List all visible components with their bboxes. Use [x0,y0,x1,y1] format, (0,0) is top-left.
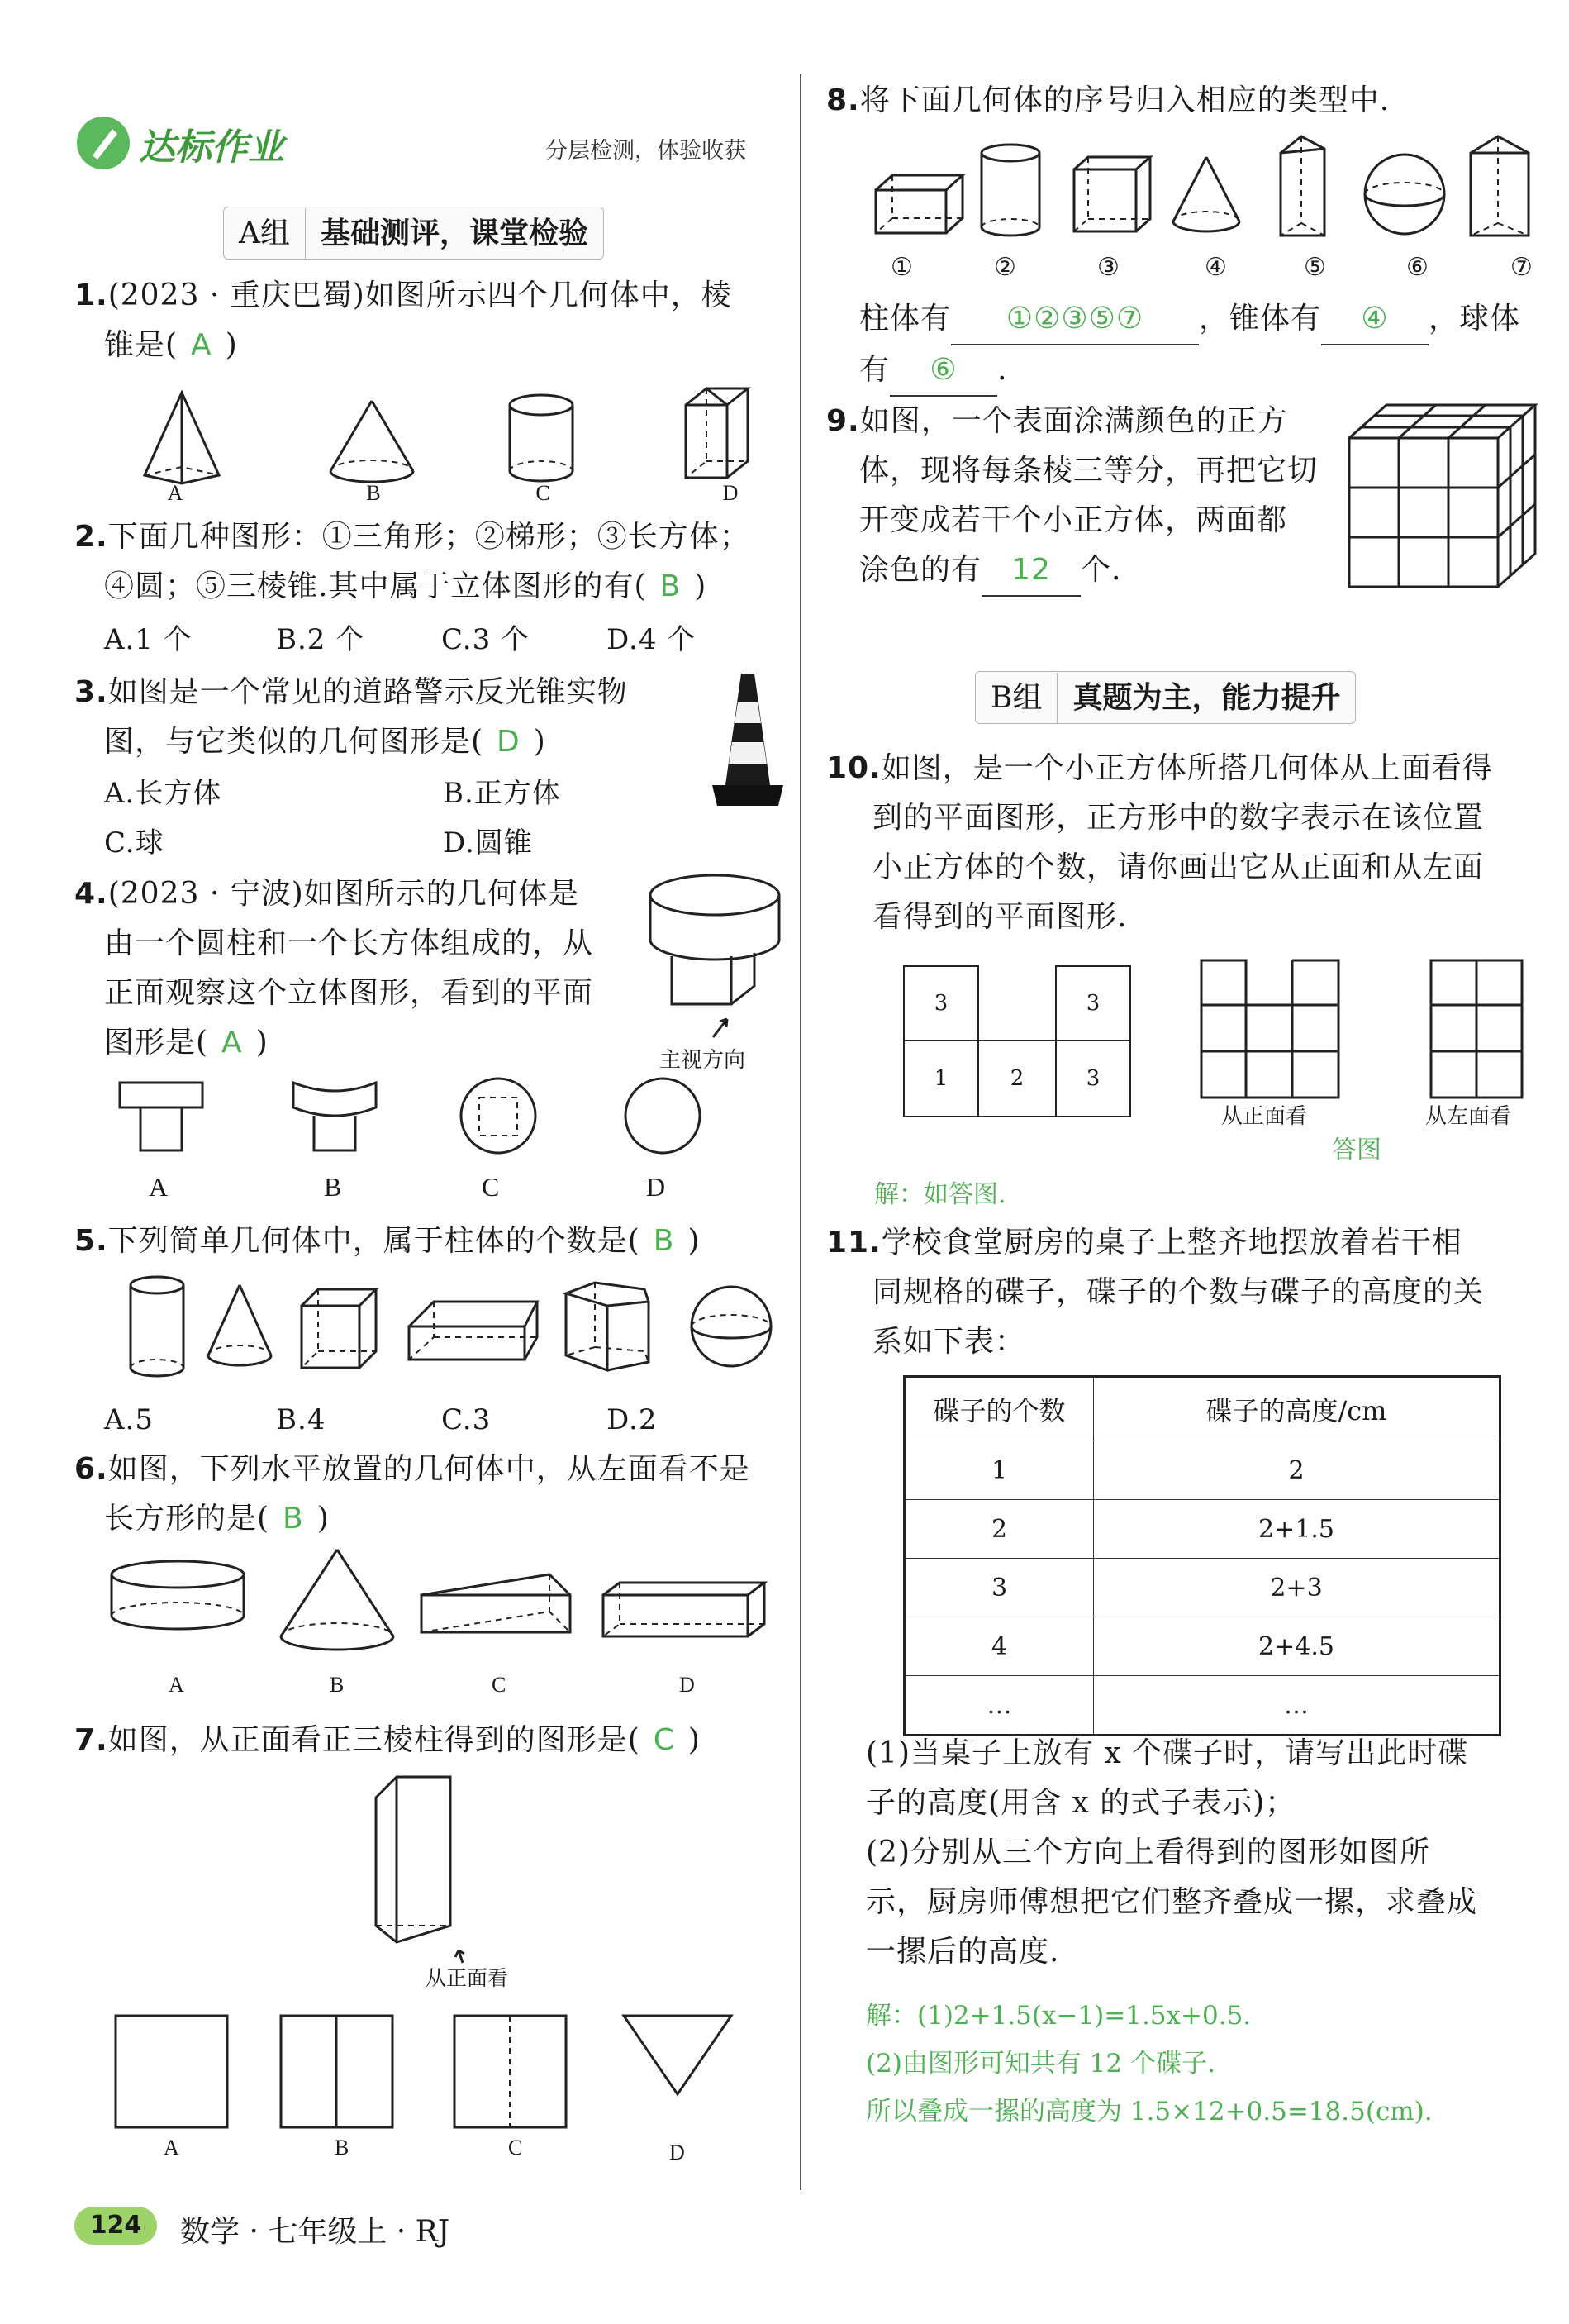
q6-cone [281,1550,393,1650]
table-row: 2 2+1.5 [905,1500,1500,1559]
question-8: 8.将下面几何体的序号归入相应的类型中. [826,83,1391,117]
table-row: 1 2 [905,1441,1500,1500]
q4-answer: A [221,1026,243,1060]
q4-option-b-shape [293,1083,376,1150]
q6-label-b: B [330,1673,345,1697]
q10-left-label: 从左面看 [1425,1104,1512,1129]
prism-figure [686,388,748,478]
q5-option-a: A.5 [104,1403,154,1436]
q8-marker-7: ⑦ [1510,253,1533,282]
q1-label-a: A [167,481,183,505]
q1-answer: A [191,328,212,362]
q4-view-label: 主视方向 [659,1048,746,1073]
q4-label-b: B [324,1172,342,1202]
q5-cube [302,1289,376,1368]
q8-marker-2: ② [994,253,1016,282]
q6-label-d: D [679,1673,695,1697]
q7-view-label: 从正面看 [426,1966,509,1990]
q8-marker-5: ⑤ [1304,253,1326,282]
q4-option-d-shape [625,1079,700,1153]
q11-solution-2: (2)由图形可知共有 12 个碟子. [866,2049,1215,2079]
q5-sphere [692,1287,771,1366]
q11-table [903,1375,1501,1736]
q3-option-b: B.正方体 [443,777,561,810]
q8-answer-sphere: ⑥ [890,345,997,397]
q7-option-a-shape [116,2016,227,2127]
question-3: 3.如图是一个常见的道路警示反光锥实物 图，与它类似的几何图形是( D ) [74,675,628,759]
q4-option-c-shape [461,1079,535,1153]
q3-option-c: C.球 [104,826,164,860]
table-row: … … [905,1676,1500,1736]
q8-figures [872,132,1569,248]
q11-solution [866,1992,1568,2136]
q2-option-c: C.3 个 [441,623,530,656]
section-a-header [223,207,604,260]
q4-label-a: A [149,1172,169,1202]
q2-answer: B [659,569,682,603]
question-6: 6.如图，下列水平放置的几何体中，从左面看不是 长方形的是( B ) [74,1452,750,1536]
question-2: 2.下面几种图形：①三角形；②梯形；③长方体； ④圆；⑤三棱锥.其中属于立体图形的有( B ) [74,520,750,603]
q11-solution-3: 所以叠成一摞的高度为 1.5×12+0.5=18.5(cm). [866,2097,1433,2126]
q8-triangular-prism [1281,136,1324,236]
q1-label-b: B [366,481,381,505]
q5-options [104,1395,798,1445]
q8-cuboid [876,175,963,233]
q2-option-d: D.4 个 [606,623,697,656]
cone-figure [330,401,413,482]
q1-label-c: C [535,481,550,505]
q8-answer-prism: ①②③⑤⑦ [951,294,1199,345]
q8-pentagonal-prism [1471,136,1529,236]
question-4: 4.(2023 · 宁波)如图所示的几何体是 由一个圆柱和一个长方体组成的，从 正面观察这个立体图形，看到的平面 图形是( A ) [74,877,594,1060]
q9-cube-figure [1345,401,1552,599]
q10-answer-figure-label: 答图 [1332,1136,1381,1164]
q1-label-d: D [722,481,739,505]
q5-cuboid [409,1302,537,1360]
table-row: 3 2+3 [905,1559,1500,1617]
q4-option-a-shape [120,1083,202,1150]
q6-cuboid [603,1583,764,1636]
grid-cell: 1 [903,1040,979,1117]
q4-label-d: D [646,1172,666,1202]
question-11: 11.学校食堂厨房的桌子上整齐地摆放着若干相 同规格的碟子，碟子的个数与碟子的高度的关 系如下表： [826,1226,1485,1359]
q6-label-c: C [492,1673,506,1697]
section-b-tag: B组 [976,673,1058,724]
q7-prism-figure [372,1777,537,1967]
pyramid-figure [145,393,219,483]
section-b-text: 真题为主，能力提升 [1072,680,1341,715]
q6-flat-cylinder [112,1561,244,1629]
q5-figures [116,1273,826,1388]
question-1: 1.(2023 · 重庆巴蜀)如图所示四个几何体中，棱 锥是( A ) [74,279,732,362]
table-header: 碟子的个数 [905,1377,1094,1441]
q11-solution-1: 解：(1)2+1.5(x−1)=1.5x+0.5. [866,2001,1252,2031]
header-subtitle: 分层检测，体验收获 [545,138,746,164]
q7-option-b-shape [281,2016,392,2127]
q5-answer: B [653,1224,675,1258]
q10-front-label: 从正面看 [1221,1104,1308,1129]
q7-label-d: D [669,2141,685,2164]
q8-marker-1: ① [891,253,913,282]
grid-cell: 3 [903,965,979,1041]
q5-option-c: C.3 [441,1403,492,1436]
q8-marker-3: ③ [1097,253,1120,282]
q4-options-figures [107,1074,818,1165]
grid-cell: 2 [977,1040,1057,1117]
q5-option-d: D.2 [606,1403,658,1436]
q10-solution: 解：如答图. [874,1180,1006,1209]
pencil-logo-icon [74,114,132,172]
traffic-cone-image [711,669,785,814]
q6-triangular-prism [421,1574,570,1632]
q8-sphere [1365,155,1444,234]
q7-option-d-shape [624,2016,731,2094]
question-5: 5.下列简单几何体中，属于柱体的个数是( B ) [74,1224,701,1258]
q7-options-figures [112,2012,822,2136]
q7-label-b: B [335,2136,349,2160]
q5-cylinder [131,1277,183,1376]
q8-cylinder [982,145,1039,236]
q8-answers: 柱体有 ①②③⑤⑦ ，锥体有 ④ ，球体 有 ⑥ . [859,294,1569,397]
q2-option-a: A.1 个 [104,623,193,656]
header [74,114,768,172]
q3-option-a: A.长方体 [104,777,222,810]
q3-options [104,769,749,868]
question-7: 7.如图，从正面看正三棱柱得到的图形是( C ) [74,1723,701,1757]
grid-cell: 3 [1055,965,1131,1041]
cylinder-figure [510,395,573,481]
question-9: 9.如图，一个表面涂满颜色的正方 体，现将每条棱三等分，再把它切 开变成若干个小正方体，两面都 涂色的有 12 个. [826,397,1338,597]
q3-option-d: D.圆锥 [443,826,533,860]
section-a-tag: A组 [224,208,306,260]
q5-pentagonal-prism [566,1283,649,1370]
q6-label-a: A [169,1673,184,1697]
question-10: 10.如图，是一个小正方体所搭几何体从上面看得 到的平面图形，正方形中的数字表示在该位置 小正方体的个数，请你画出它从正面和从左面 看得到的平面图形. [826,751,1493,934]
q2-option-b: B.2 个 [276,623,365,656]
q8-cone [1173,157,1239,231]
q10-top-view-grid [903,965,1131,1117]
q11-parts: (1)当桌子上放有 x 个碟子时，请写出此时碟 子的高度(用含 x 的式子表示)； (2)分别从三个方向上看得到的图形如图所 示，厨房师傅想把它们整齐叠成一摞，求叠成 一摞后的高度. [866,1736,1478,1969]
q8-marker-6: ⑥ [1406,253,1429,282]
q7-label-c: C [508,2136,523,2160]
q8-answer-cone: ④ [1321,294,1429,345]
section-b-header [975,671,1356,724]
q7-answer: C [653,1723,675,1757]
grid-cell: 3 [1055,1040,1131,1117]
q8-cube [1074,157,1150,231]
q5-option-b: B.4 [276,1403,326,1436]
q10-left-view-figure [1429,959,1529,1107]
q10-front-view-figure [1200,959,1348,1107]
q3-answer: D [497,725,521,759]
q2-options [104,615,798,664]
table-row: 4 2+4.5 [905,1617,1500,1676]
q4-solid-figure [649,872,789,1070]
q6-answer: B [283,1502,304,1536]
header-title: 达标作业 [139,126,284,169]
q4-label-c: C [482,1172,500,1202]
q6-figures [112,1545,822,1678]
page-number-badge: 124 [74,2207,157,2245]
q7-label-a: A [164,2136,179,2160]
table-header: 碟子的高度/cm [1094,1377,1500,1441]
q7-option-c-shape [454,2016,566,2127]
q8-marker-4: ④ [1205,253,1227,282]
q9-answer: 12 [982,545,1081,597]
q5-cone [208,1285,271,1365]
section-a-text: 基础测评，课堂检验 [321,216,589,250]
footer-subject: 数学 · 七年级上 · RJ [180,2215,450,2249]
